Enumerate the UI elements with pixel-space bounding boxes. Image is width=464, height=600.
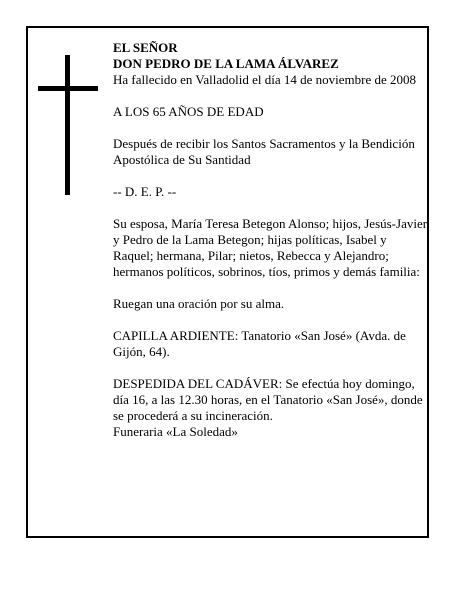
- funeral-home-line: Funeraria «La Soledad»: [113, 424, 238, 439]
- title-line-1: EL SEÑOR: [113, 40, 178, 55]
- deceased-name: DON PEDRO DE LA LAMA ÁLVAREZ: [113, 56, 339, 71]
- age-line: A LOS 65 AÑOS DE EDAD: [113, 104, 264, 119]
- latin-cross-icon: [38, 55, 98, 195]
- death-notice: Ha fallecido en Valladolid el día 14 de noviembre de 2008: [113, 72, 416, 87]
- cross-horizontal-bar: [38, 86, 98, 91]
- cross-vertical-bar: [65, 55, 70, 195]
- prayer-line: Ruegan una oración por su alma.: [113, 296, 285, 311]
- obituary-text: [113, 40, 429, 440]
- sacraments-line: Después de recibir los Santos Sacramentos y la Bendición Apostólica de Su Santidad: [113, 136, 415, 167]
- chapel-line: CAPILLA ARDIENTE: Tanatorio «San José» (Avda. de Gijón, 64).: [113, 328, 406, 359]
- family-paragraph: Su esposa, María Teresa Betegon Alonso; hijos, Jesús-Javier y Pedro de la Lama Betegon; hijas políticas, Isabel y Raquel; hermana, Pilar; nietos, Rebecca y Alejandro; hermanos políticos, sobrinos, tíos, primos y demás familia:: [113, 216, 428, 279]
- rip-line: -- D. E. P. --: [113, 184, 177, 199]
- farewell-paragraph: DESPEDIDA DEL CADÁVER: Se efectúa hoy domingo, día 16, a las 12.30 horas, en el Tanatorio «San José», donde se procederá a su incineración.: [113, 376, 423, 423]
